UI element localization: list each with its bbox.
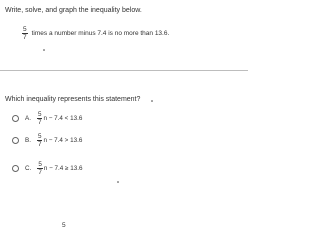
problem-text: times a number minus 7.4 is no more than 13.6.: [31, 30, 170, 37]
option-a-fraction: [37, 111, 43, 126]
option-b-expression: n − 7.4 > 13.6: [43, 137, 83, 144]
option-c-numerator: 5: [38, 161, 42, 168]
speck-mark: [117, 181, 119, 183]
speck-mark: [43, 49, 45, 51]
option-b-fraction: [37, 133, 43, 148]
speck-mark: [151, 100, 153, 102]
option-c-radio[interactable]: [12, 165, 19, 172]
option-d-partial-numerator: 5: [62, 222, 66, 229]
option-b-denominator: 7: [37, 141, 42, 148]
question-text: Which inequality represents this statement?: [5, 96, 141, 103]
option-a[interactable]: [12, 111, 82, 126]
option-a-letter: A.: [25, 115, 31, 122]
option-c-expression: n − 7.4 ≥ 13.6: [43, 165, 83, 172]
option-b-radio[interactable]: [12, 137, 19, 144]
problem-fraction: [22, 26, 28, 41]
section-divider: [0, 70, 248, 71]
problem-denominator: 7: [23, 34, 27, 41]
option-a-radio[interactable]: [12, 115, 19, 122]
option-a-numerator: 5: [37, 111, 42, 118]
option-b-numerator: 5: [37, 133, 42, 140]
option-c[interactable]: [12, 161, 82, 176]
option-a-expression: n − 7.4 < 13.6: [43, 115, 83, 122]
instructions-text: Write, solve, and graph the inequality below.: [5, 7, 142, 14]
option-b-letter: B.: [25, 137, 31, 144]
option-c-denominator: 7: [38, 169, 42, 176]
option-a-denominator: 7: [37, 119, 42, 126]
problem-statement: [22, 26, 169, 41]
problem-numerator: 5: [23, 26, 27, 33]
option-c-fraction: [37, 161, 43, 176]
option-c-letter: C.: [25, 165, 32, 172]
option-b[interactable]: [12, 133, 82, 148]
